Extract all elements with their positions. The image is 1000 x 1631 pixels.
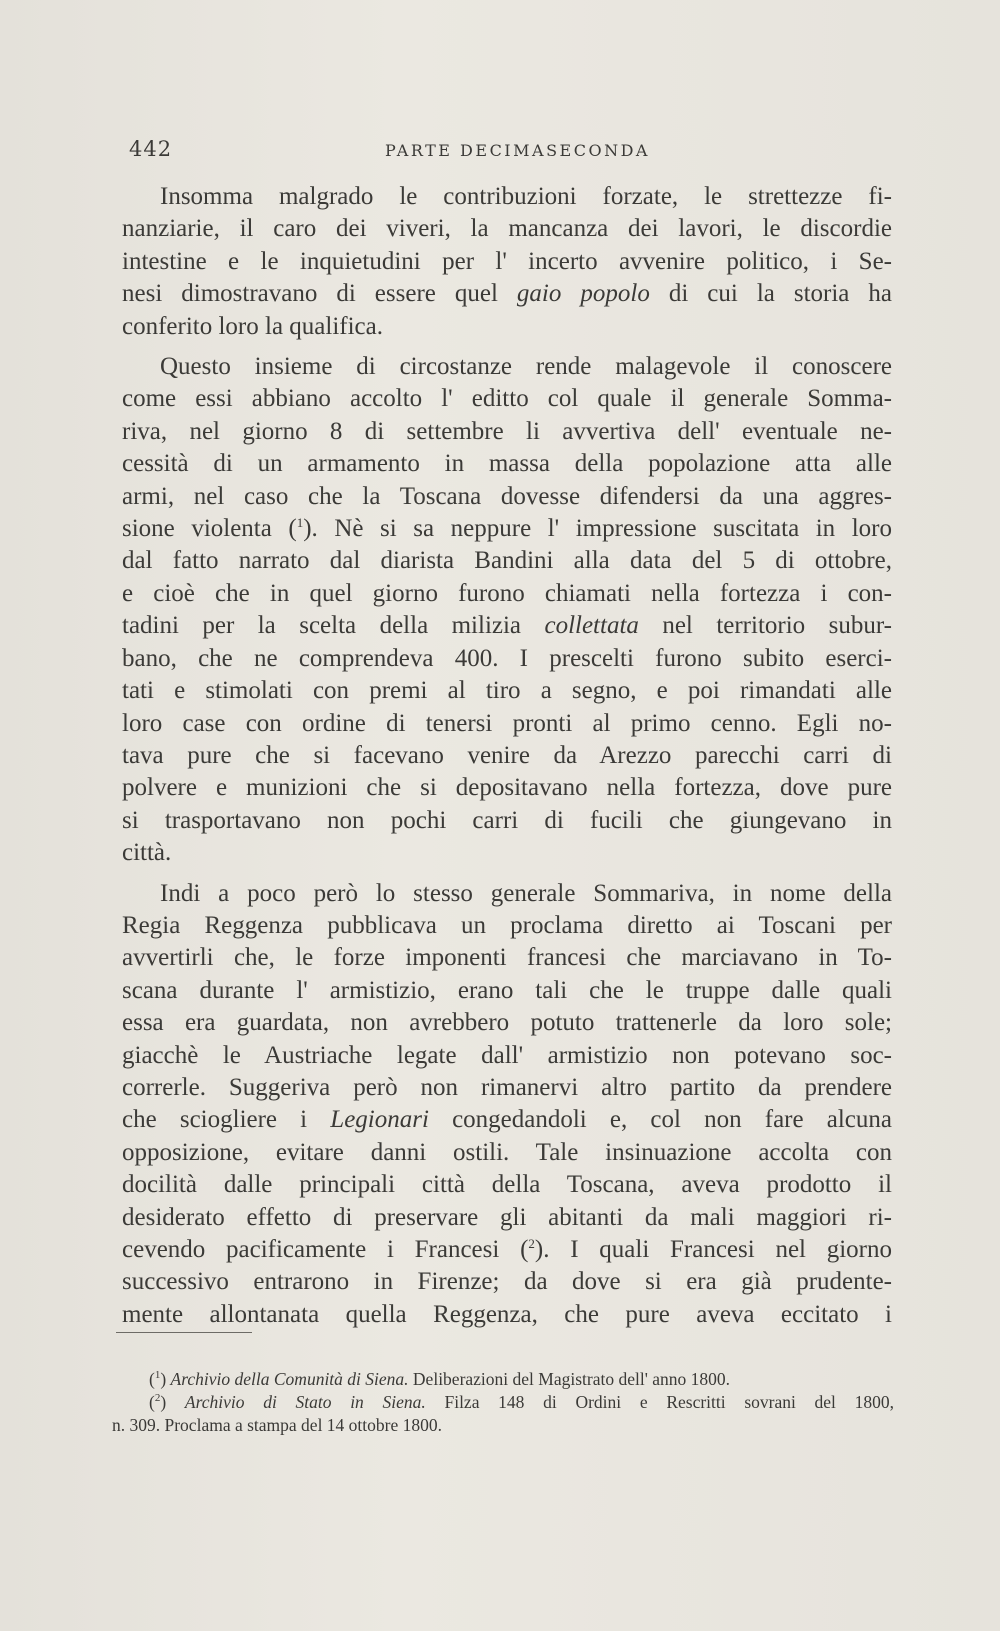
footnote: ($^2$) Archivio di Stato in Siena. Filza 148 di Ordini e Rescritti sovrani del 1800, xyxy=(149,1392,894,1412)
text-line: cessità di un armamento in massa della popolazione atta alle xyxy=(122,450,892,478)
running-title: PARTE DECIMASECONDA xyxy=(385,141,650,160)
text-line: armi, nel caso che la Toscana dovesse difendersi da una aggres- xyxy=(122,482,892,510)
text-line: mente allontanata quella Reggenza, che pure aveva eccitato i xyxy=(122,1300,892,1328)
text-segment: ). I quali Francesi nel giorno xyxy=(534,1236,892,1263)
footnote-number: 2 xyxy=(154,1392,161,1404)
text-line: giacchè le Austriache legate dall' armistizio non potevano soc- xyxy=(122,1041,892,1069)
text-line: città. xyxy=(122,839,172,867)
footnote-ref[interactable]: 2 xyxy=(528,1236,535,1251)
text-line xyxy=(122,1104,892,1136)
text-line: scana durante l' armistizio, erano tali che le truppe dalle quali xyxy=(122,976,892,1004)
italic-term: gaio popolo xyxy=(516,280,650,308)
footnote-divider xyxy=(116,1332,252,1333)
text-segment: nesi dimostravano di essere quel xyxy=(122,280,517,308)
footnote-number: 1 xyxy=(154,1369,161,1381)
text-line: Insomma malgrado le contribuzioni forzate, le strettezze fi- xyxy=(160,183,892,210)
text-line xyxy=(122,278,892,310)
text-segment: di cui la storia ha xyxy=(649,280,892,308)
text-line: successivo entrarono in Firenze; da dove si era già prudente- xyxy=(122,1268,892,1296)
text-line: Indi a poco però lo stesso generale Sommariva, in nome della xyxy=(160,879,892,907)
text-segment: cevendo pacificamente i Francesi ( xyxy=(122,1236,529,1263)
body-text xyxy=(122,181,892,1331)
footnote-source: Archivio della Comunità di Siena. xyxy=(170,1369,409,1389)
text-line: riva, nel giorno 8 di settembre li avvertiva dell' eventuale ne- xyxy=(122,417,892,445)
text-line: polvere e munizioni che si depositavano nella fortezza, dove pure xyxy=(122,774,892,802)
text-line: docilità dalle principali città della Toscana, aveva prodotto il xyxy=(122,1171,892,1199)
footnote-source: Archivio di Stato in Siena. xyxy=(184,1392,426,1412)
text-line: bano, che ne comprendeva 400. I prescelti furono subito eserci- xyxy=(122,644,892,672)
text-line: loro case con ordine di tenersi pronti al primo cenno. Egli no- xyxy=(122,709,892,737)
footnote-continuation: n. 309. Proclama a stampa del 14 ottobre 1800. xyxy=(112,1415,442,1435)
text-line: Questo insieme di circostanze rende malagevole il conoscere xyxy=(160,353,892,381)
italic-term: Legionari xyxy=(330,1106,429,1134)
footnotes xyxy=(112,1368,894,1437)
text-line: nanziarie, il caro dei viveri, la mancanza dei lavori, le discordie xyxy=(122,215,892,243)
text-segment: nel territorio subur- xyxy=(638,612,892,640)
paragraph-1 xyxy=(122,181,892,343)
text-line: come essi abbiano accolto l' editto col quale il generale Somma- xyxy=(122,385,892,413)
text-line xyxy=(122,513,892,545)
text-line: essa era guardata, non avrebbero potuto trattenerle da loro sole; xyxy=(122,1009,892,1037)
text-segment: sione violenta ( xyxy=(122,515,297,543)
footnote: ($^1$) Archivio della Comunità di Siena. Deliberazioni del Magistrato dell' anno 1800. xyxy=(149,1369,731,1389)
text-line: opposizione, evitare danni ostili. Tale insinuazione accolta con xyxy=(122,1138,892,1166)
text-line: avvertirli che, le forze imponenti francesi che marciavano in To- xyxy=(122,944,892,972)
text-line: Regia Reggenza pubblicava un proclama diretto ai Toscani per xyxy=(122,911,892,939)
text-line: dal fatto narrato dal diarista Bandini alla data del 5 di ottobre, xyxy=(122,547,892,575)
text-line: e cioè che in quel giorno furono chiamati nella fortezza i con- xyxy=(122,579,892,607)
text-segment: che sciogliere i xyxy=(122,1106,331,1134)
text-line: tati e stimolati con premi al tiro a segno, e poi rimandati alle xyxy=(122,677,892,705)
paragraph-3 xyxy=(122,878,892,1332)
footnote-text: Filza 148 di Ordini e Rescritti sovrani del 1800, xyxy=(425,1392,894,1412)
text-line: si trasportavano non pochi carri di fucili che giungevano in xyxy=(122,806,892,834)
text-line: desiderato effetto di preservare gli abitanti da mali maggiori ri- xyxy=(122,1203,892,1231)
text-line: conferito loro la qualifica. xyxy=(122,312,383,340)
footnote-ref[interactable]: 1 xyxy=(296,515,304,531)
italic-term: collettata xyxy=(544,612,639,640)
text-line xyxy=(122,610,892,642)
footnote-text: Deliberazioni del Magistrato dell' anno 1800. xyxy=(408,1369,731,1389)
page-number: 442 xyxy=(129,137,173,161)
text-segment: congedandoli e, col non fare alcuna xyxy=(428,1106,892,1134)
text-segment: tadini per la scelta della milizia xyxy=(122,612,545,640)
text-line xyxy=(122,1234,892,1266)
text-line: correrle. Suggeriva però non rimanervi altro partito da prendere xyxy=(122,1073,892,1101)
text-segment: ). Nè si sa neppure l' impressione suscitata in loro xyxy=(303,515,892,543)
text-line: tava pure che si facevano venire da Arezzo parecchi carri di xyxy=(122,741,892,769)
text-line: intestine e le inquietudini per l' incerto avvenire politico, i Se- xyxy=(122,247,892,275)
paragraph-2 xyxy=(122,351,892,870)
